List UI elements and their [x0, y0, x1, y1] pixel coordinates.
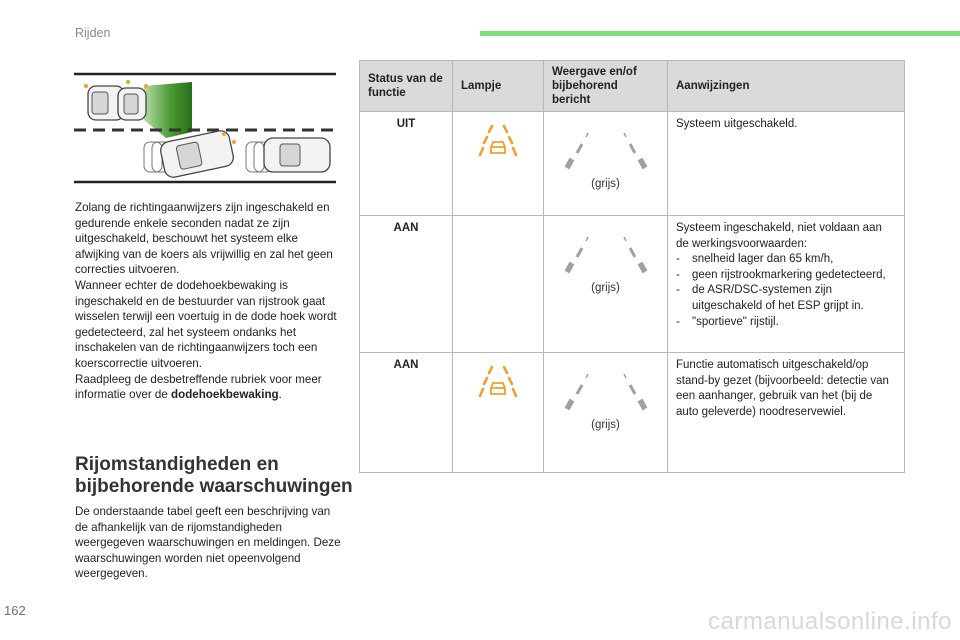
status-value: UIT	[360, 112, 453, 216]
list-item: - "sportieve" rijstijl.	[676, 315, 896, 331]
page-number: 162	[4, 603, 26, 618]
explanation-text	[75, 200, 345, 403]
notes-cell	[668, 216, 905, 353]
table-row	[360, 216, 905, 353]
list-item: - geen rijstrookmarkering gedetecteerd,	[676, 268, 896, 284]
status-table	[359, 60, 905, 473]
display-label: (grijs)	[591, 178, 620, 190]
table-row	[360, 112, 905, 216]
watermark: carmanualsonline.info	[708, 608, 952, 635]
status-value: AAN	[360, 353, 453, 473]
chapter-title: Rijden	[75, 26, 111, 40]
paragraph-turn-signals: Zolang de richtingaanwijzers zijn ingeschakeld en gedurende enkele seconden nadat ze zijn uitgeschakeld, beschouwt het systeem elke afwijking van de koers als vrijwillig en zal het geen correcties uitvoeren.	[75, 201, 333, 277]
lamp-cell	[453, 353, 544, 473]
lane-markings-grey-icon	[558, 235, 654, 275]
notes-cell	[668, 112, 905, 216]
lamp-cell	[453, 112, 544, 216]
display-cell	[544, 112, 668, 216]
display-cell	[544, 216, 668, 353]
conditions-list	[676, 252, 896, 330]
see-also-link: dodehoekbewaking	[171, 388, 279, 402]
paragraph-blind-spot: Wanneer echter de dodehoekbewaking is ingeschakeld en de bestuurder van rijstrook gaat wisselen terwijl een voertuig in de dode hoek wordt gedetecteerd, zal het systeem ondanks het inschakelen van de richtingaanwijzers toch een koerscorrectie uitvoeren.	[75, 278, 337, 370]
notes-cell	[668, 353, 905, 473]
status-value: AAN	[360, 216, 453, 353]
notes-text: Functie automatisch uitgeschakeld/op stand-by gezet (bijvoorbeeld: detectie van een aanhanger, gebruik van het (bij de auto geleverde) noodreservewiel.	[676, 359, 889, 418]
lane-keeping-warning-orange-icon	[478, 123, 518, 159]
table-row	[360, 353, 905, 473]
see-also-prefix: Raadpleeg de desbetreffende rubriek voor meer informatie over de	[75, 372, 322, 402]
column-header-lamp: Lampje	[453, 61, 544, 112]
column-header-status: Status van de functie	[360, 61, 453, 112]
lane-change-illustration	[74, 72, 336, 184]
table-header-row	[360, 61, 905, 112]
display-label: (grijs)	[591, 419, 620, 431]
column-header-notes: Aanwijzingen	[668, 61, 905, 112]
section-heading: Rijomstandigheden en bijbehorende waarschuwingen	[75, 454, 353, 497]
column-header-display: Weergave en/of bijbehorend bericht	[544, 61, 668, 112]
see-also-suffix: .	[278, 388, 282, 402]
section-intro: De onderstaande tabel geeft een beschrijving van de afhankelijk van de rijomstandigheden weergegeven waarschuwingen en meldingen. Deze waarschuwingen worden niet opeenvolgend weergegeven.	[75, 505, 341, 581]
list-item: - snelheid lager dan 65 km/h,	[676, 252, 896, 268]
list-item: - de ASR/DSC-systemen zijn uitgeschakeld of het ESP grijpt in.	[676, 283, 896, 314]
paragraph-see-also	[75, 372, 345, 403]
notes-text: Systeem uitgeschakeld.	[676, 118, 798, 130]
lane-markings-grey-icon	[558, 372, 654, 412]
display-label: (grijs)	[591, 282, 620, 294]
lane-keeping-warning-orange-icon	[478, 364, 518, 400]
display-cell	[544, 353, 668, 473]
notes-text: Systeem ingeschakeld, niet voldaan aan de werkingsvoorwaarden:	[676, 222, 882, 250]
chapter-accent-bar	[480, 31, 960, 36]
lane-markings-grey-icon	[558, 131, 654, 171]
lamp-cell-empty	[453, 216, 544, 353]
